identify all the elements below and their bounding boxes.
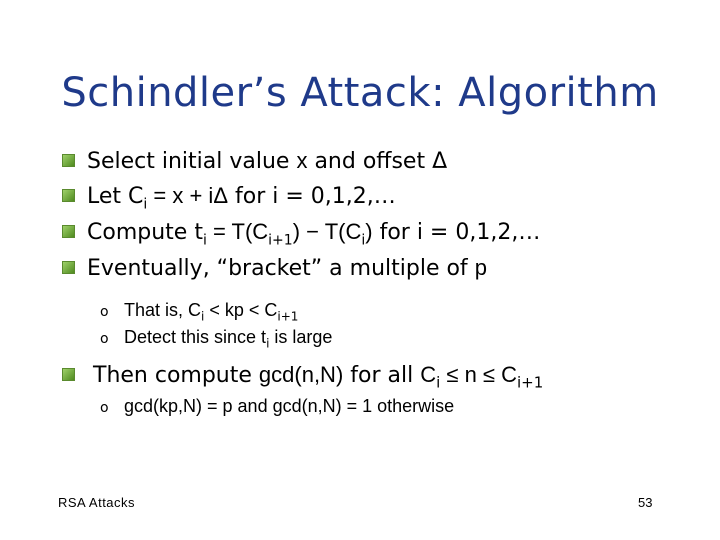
sub-bullet-detect: o Detect this since $t_i$ is large — [100, 327, 333, 351]
sub-bullet-that-is: o That is, $C_i$ < kp < $C_{i+1}$ — [100, 300, 299, 324]
checkbox-bullet-icon — [62, 225, 75, 238]
bullet-eventually-bracket: Eventually, “bracket” a multiple of p — [62, 255, 487, 281]
checkbox-bullet-icon — [62, 154, 75, 167]
page-number: 53 — [638, 495, 653, 510]
bullet-then-compute-gcd: Then compute gcd(n,N) for all $C_i \le n \le C_{i+1}$ — [62, 362, 543, 391]
slide-title: Schindler’s Attack: Algorithm — [61, 70, 659, 116]
bullet-let-ci: Let $C_i = x + i\Delta$ for i = 0,1,2,… — [62, 183, 396, 212]
sub-bullet-gcd-result: o gcd(kp,N) = p and gcd(n,N) = 1 otherwise — [100, 396, 455, 416]
checkbox-bullet-icon — [62, 189, 75, 202]
checkbox-bullet-icon — [62, 368, 75, 381]
bullet-select-initial: Select initial value x and offset Δ — [62, 148, 447, 174]
footer-title: RSA Attacks — [58, 495, 136, 510]
bullet-compute-ti: Compute $t_i = T(C_{i+1}) - T(C_i)$ for i = 0,1,2,… — [62, 219, 540, 248]
checkbox-bullet-icon — [62, 261, 75, 274]
